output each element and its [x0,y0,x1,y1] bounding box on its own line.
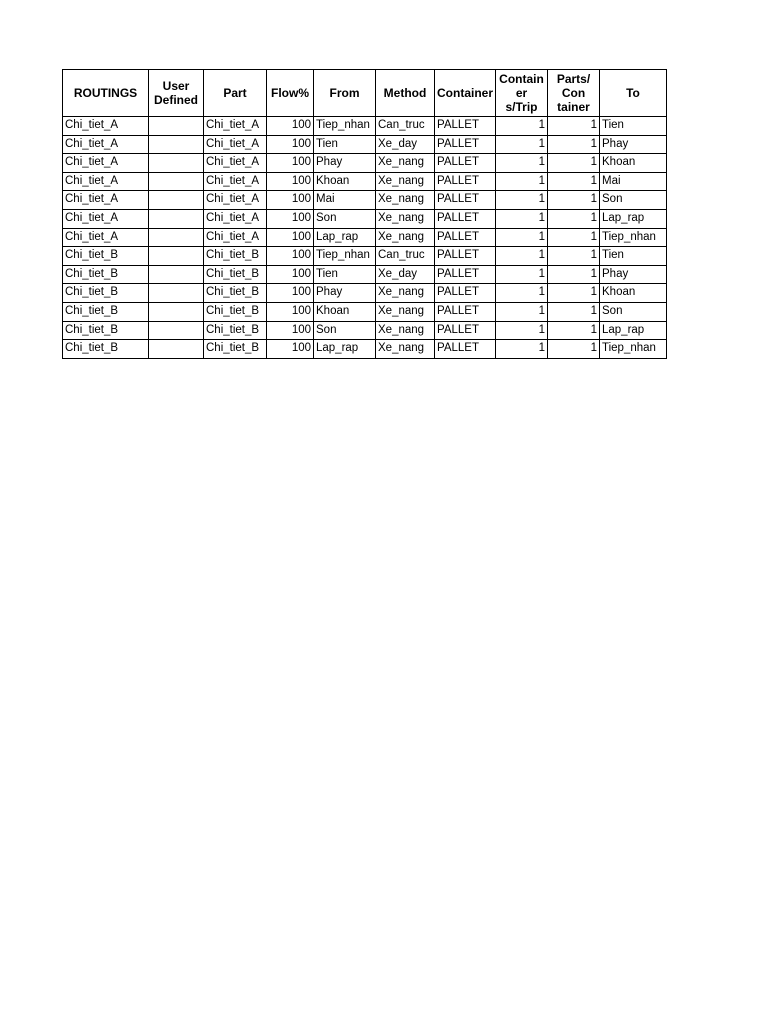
cell-containers-per-trip: 1 [496,117,548,136]
cell-user-defined [149,228,204,247]
cell-to: Tiep_nhan [600,340,667,359]
cell-to: Khoan [600,154,667,173]
table-row [63,302,667,321]
cell-method: Xe_nang [376,154,435,173]
cell-from: Phay [314,154,376,173]
cell-flow-percent: 100 [267,228,314,247]
cell-containers-per-trip: 1 [496,265,548,284]
cell-to: Khoan [600,284,667,303]
column-header-line: Contain [499,72,544,86]
cell-containers-per-trip: 1 [496,154,548,173]
column-header-line: User [162,79,190,93]
cell-from: Tien [314,135,376,154]
cell-method: Xe_day [376,265,435,284]
table-row [63,228,667,247]
cell-container: PALLET [435,209,496,228]
cell-from: Mai [314,191,376,210]
cell-routings: Chi_tiet_A [63,228,149,247]
cell-user-defined [149,172,204,191]
cell-from: Lap_rap [314,228,376,247]
cell-from: Son [314,321,376,340]
cell-method: Xe_nang [376,209,435,228]
cell-container: PALLET [435,117,496,136]
column-header-flow-percent [267,70,314,117]
cell-flow-percent: 100 [267,172,314,191]
cell-container: PALLET [435,265,496,284]
cell-containers-per-trip: 1 [496,172,548,191]
cell-parts-per-container: 1 [548,191,600,210]
column-header-line: Flow% [271,86,309,100]
cell-container: PALLET [435,135,496,154]
cell-parts-per-container: 1 [548,340,600,359]
cell-part: Chi_tiet_A [204,154,267,173]
cell-part: Chi_tiet_A [204,117,267,136]
column-header-routings [63,70,149,117]
cell-method: Xe_nang [376,172,435,191]
column-header-line: Method [383,86,427,100]
cell-container: PALLET [435,302,496,321]
cell-routings: Chi_tiet_B [63,284,149,303]
cell-container: PALLET [435,154,496,173]
cell-routings: Chi_tiet_A [63,154,149,173]
cell-user-defined [149,191,204,210]
cell-part: Chi_tiet_B [204,265,267,284]
cell-part: Chi_tiet_A [204,209,267,228]
table-row [63,265,667,284]
cell-parts-per-container: 1 [548,302,600,321]
column-header-line: Con [561,86,586,100]
cell-user-defined [149,284,204,303]
header-row [63,70,667,117]
cell-parts-per-container: 1 [548,284,600,303]
cell-containers-per-trip: 1 [496,321,548,340]
cell-user-defined [149,321,204,340]
cell-user-defined [149,340,204,359]
column-header-parts-per-container [548,70,600,117]
cell-to: Phay [600,265,667,284]
cell-container: PALLET [435,247,496,266]
cell-flow-percent: 100 [267,321,314,340]
cell-flow-percent: 100 [267,247,314,266]
cell-routings: Chi_tiet_A [63,117,149,136]
cell-routings: Chi_tiet_A [63,191,149,210]
table-row [63,191,667,210]
cell-containers-per-trip: 1 [496,191,548,210]
cell-to: Lap_rap [600,321,667,340]
table-row [63,209,667,228]
column-header-line: s/Trip [505,100,538,114]
cell-container: PALLET [435,172,496,191]
cell-parts-per-container: 1 [548,209,600,228]
cell-from: Tiep_nhan [314,117,376,136]
cell-flow-percent: 100 [267,302,314,321]
cell-routings: Chi_tiet_A [63,135,149,154]
cell-routings: Chi_tiet_B [63,265,149,284]
column-header-line: From [329,86,360,100]
cell-parts-per-container: 1 [548,321,600,340]
column-header-containers-per-trip [496,70,548,117]
cell-from: Khoan [314,172,376,191]
column-header-user-defined [149,70,204,117]
cell-flow-percent: 100 [267,340,314,359]
cell-flow-percent: 100 [267,154,314,173]
cell-parts-per-container: 1 [548,117,600,136]
table-row [63,247,667,266]
cell-containers-per-trip: 1 [496,247,548,266]
cell-containers-per-trip: 1 [496,228,548,247]
column-header-line: tainer [557,100,590,114]
cell-user-defined [149,209,204,228]
table-row [63,172,667,191]
cell-containers-per-trip: 1 [496,135,548,154]
cell-parts-per-container: 1 [548,265,600,284]
cell-flow-percent: 100 [267,117,314,136]
table-row [63,284,667,303]
cell-part: Chi_tiet_B [204,247,267,266]
cell-parts-per-container: 1 [548,135,600,154]
cell-from: Tien [314,265,376,284]
cell-part: Chi_tiet_A [204,172,267,191]
column-header-line: To [626,86,640,100]
cell-routings: Chi_tiet_A [63,172,149,191]
cell-flow-percent: 100 [267,191,314,210]
cell-from: Son [314,209,376,228]
cell-routings: Chi_tiet_B [63,247,149,266]
cell-user-defined [149,265,204,284]
cell-method: Xe_nang [376,340,435,359]
cell-to: Tien [600,247,667,266]
cell-container: PALLET [435,340,496,359]
cell-user-defined [149,117,204,136]
cell-containers-per-trip: 1 [496,284,548,303]
cell-container: PALLET [435,284,496,303]
column-header-to [600,70,667,117]
cell-container: PALLET [435,321,496,340]
column-header-line: Defined [153,93,198,107]
cell-parts-per-container: 1 [548,247,600,266]
cell-method: Can_truc [376,117,435,136]
cell-flow-percent: 100 [267,209,314,228]
cell-to: Tiep_nhan [600,228,667,247]
column-header-from [314,70,376,117]
table-row [63,135,667,154]
table-row [63,154,667,173]
table-row [63,340,667,359]
cell-containers-per-trip: 1 [496,209,548,228]
column-header-line: er [515,86,528,100]
cell-container: PALLET [435,228,496,247]
cell-method: Xe_nang [376,302,435,321]
column-header-line: ROUTINGS [73,86,138,100]
column-header-line: Container [437,86,494,100]
cell-container: PALLET [435,191,496,210]
cell-to: Son [600,191,667,210]
cell-routings: Chi_tiet_A [63,209,149,228]
cell-flow-percent: 100 [267,265,314,284]
cell-containers-per-trip: 1 [496,302,548,321]
cell-user-defined [149,154,204,173]
table-row [63,321,667,340]
cell-part: Chi_tiet_A [204,191,267,210]
column-header-part [204,70,267,117]
cell-part: Chi_tiet_B [204,302,267,321]
cell-to: Lap_rap [600,209,667,228]
cell-part: Chi_tiet_A [204,228,267,247]
cell-parts-per-container: 1 [548,228,600,247]
column-header-line: Parts/ [556,72,591,86]
column-header-line: Part [223,86,247,100]
table-body [63,117,667,359]
cell-method: Xe_nang [376,284,435,303]
column-header-container [435,70,496,117]
cell-from: Phay [314,284,376,303]
cell-method: Xe_day [376,135,435,154]
cell-parts-per-container: 1 [548,154,600,173]
cell-method: Xe_nang [376,228,435,247]
routing-table [62,69,667,359]
cell-from: Khoan [314,302,376,321]
cell-containers-per-trip: 1 [496,340,548,359]
cell-to: Son [600,302,667,321]
cell-part: Chi_tiet_A [204,135,267,154]
cell-routings: Chi_tiet_B [63,321,149,340]
cell-user-defined [149,247,204,266]
cell-routings: Chi_tiet_B [63,302,149,321]
cell-part: Chi_tiet_B [204,284,267,303]
cell-routings: Chi_tiet_B [63,340,149,359]
cell-to: Tien [600,117,667,136]
cell-method: Xe_nang [376,321,435,340]
cell-method: Xe_nang [376,191,435,210]
table-row [63,117,667,136]
cell-user-defined [149,302,204,321]
cell-parts-per-container: 1 [548,172,600,191]
cell-part: Chi_tiet_B [204,321,267,340]
cell-part: Chi_tiet_B [204,340,267,359]
cell-flow-percent: 100 [267,135,314,154]
column-header-method [376,70,435,117]
cell-to: Mai [600,172,667,191]
cell-user-defined [149,135,204,154]
cell-method: Can_truc [376,247,435,266]
cell-to: Phay [600,135,667,154]
cell-from: Lap_rap [314,340,376,359]
cell-flow-percent: 100 [267,284,314,303]
cell-from: Tiep_nhan [314,247,376,266]
